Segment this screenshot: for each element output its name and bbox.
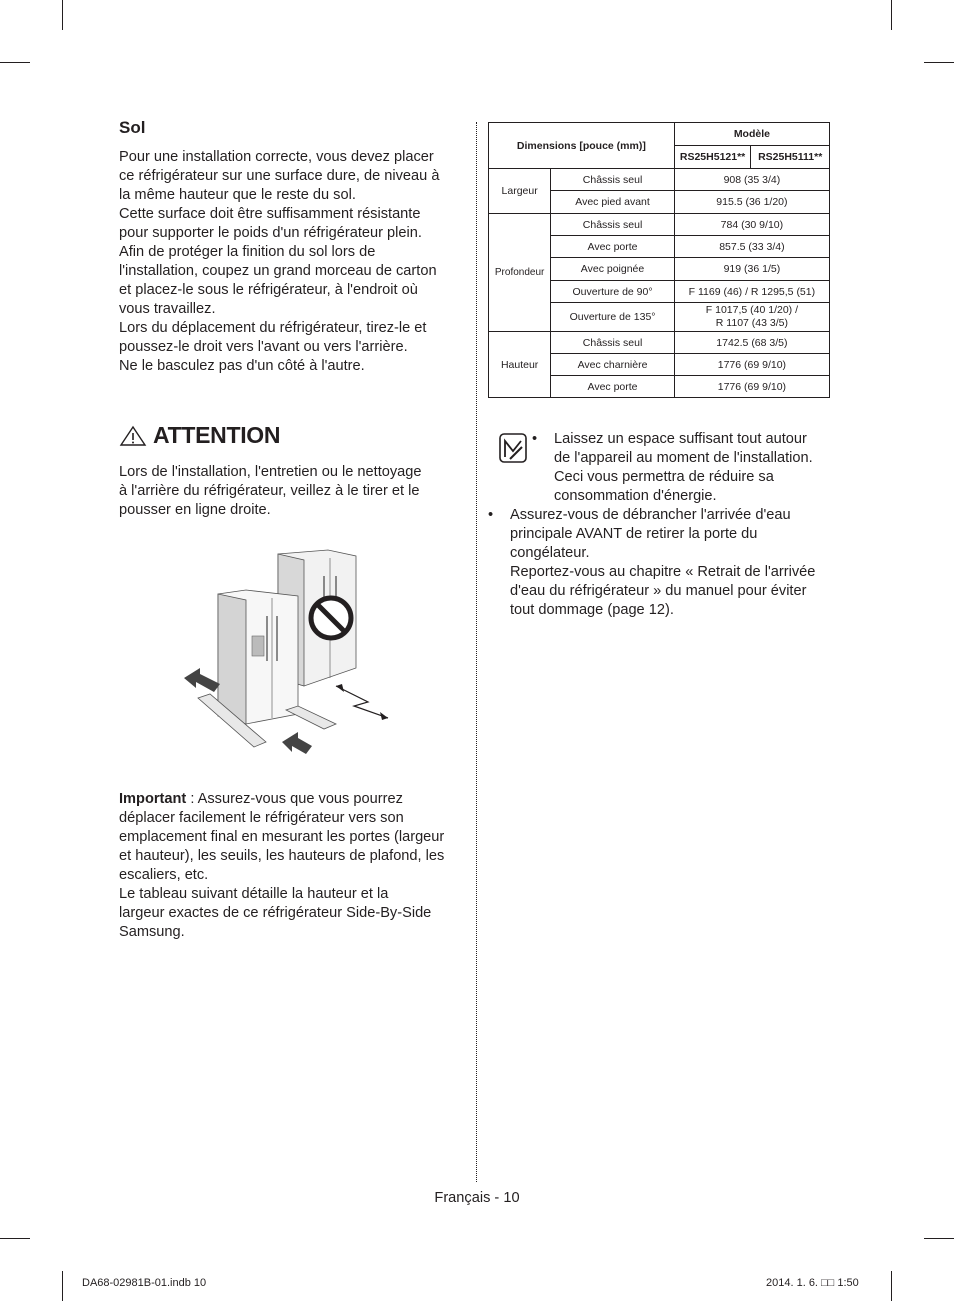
important-line: déplacer facilement le réfrigérateur vers son: [119, 810, 404, 826]
crop-mark: [924, 62, 954, 63]
table-group-label: Largeur: [489, 169, 551, 214]
arrow-icon: [184, 668, 220, 692]
note-line: Reportez-vous au chapitre « Retrait de l'arrivée: [510, 564, 816, 580]
crop-mark: [62, 0, 63, 30]
important-line: largeur exactes de ce réfrigérateur Side-By-Side: [119, 905, 432, 921]
column-divider: [476, 122, 477, 1182]
list-item: [532, 430, 833, 506]
sol-heading: Sol: [119, 118, 146, 137]
note-line: Ceci vous permettra de réduire sa: [554, 469, 774, 485]
crop-mark: [891, 1271, 892, 1301]
important-line: Samsung.: [119, 924, 185, 940]
table-cell-value: 919 (36 1/5): [674, 258, 829, 281]
important-line: emplacement final en mesurant les portes (largeur: [119, 829, 445, 845]
sol-line: ce réfrigérateur sur une surface dure, de niveau à: [119, 168, 440, 184]
sol-line: l'installation, coupez un grand morceau de carton: [119, 263, 437, 279]
sol-line: Ne le basculez pas d'un côté à l'autre.: [119, 358, 365, 374]
sol-line: la même hauteur que le reste du sol.: [119, 187, 356, 203]
sol-line: poussez-le droit vers l'avant ou vers l'arrière.: [119, 339, 408, 355]
zigzag-arrow-icon: [336, 686, 388, 718]
warning-triangle-icon: [119, 425, 147, 447]
attention-text: [119, 463, 459, 520]
sol-line: Afin de protéger la finition du sol lors de: [119, 244, 376, 260]
table-row-label: Châssis seul: [551, 169, 675, 191]
dimensions-table: [488, 122, 830, 398]
print-date: 2014. 1. 6. □□ 1:50: [766, 1277, 859, 1289]
table-cell-value: 857.5 (33 3/4): [674, 236, 829, 258]
important-text: : Assurez-vous que vous pourrez: [186, 791, 403, 807]
refrigerator-illustration: [178, 546, 418, 761]
attention-heading: [119, 422, 280, 449]
table-cell-value: [674, 303, 829, 332]
important-line: escaliers, etc.: [119, 867, 209, 883]
sol-line: Cette surface doit être suffisamment résistante: [119, 206, 421, 222]
table-row-label: Avec porte: [551, 376, 675, 398]
table-row-label: Ouverture de 90°: [551, 281, 675, 303]
sol-line: et placez-le sous le réfrigérateur, à l'endroit où: [119, 282, 418, 298]
note-text: [510, 506, 815, 620]
table-header-model-2: RS25H5111**: [751, 146, 830, 169]
table-header-dimensions: Dimensions [pouce (mm)]: [489, 123, 675, 169]
table-cell-value: F 1169 (46) / R 1295,5 (51): [674, 281, 829, 303]
attention-title: ATTENTION: [153, 422, 281, 448]
bullet-symbol: •: [488, 507, 494, 523]
list-item: [488, 506, 833, 620]
note-line: tout dommage (page 12).: [510, 602, 674, 618]
table-cell-value: 1776 (69 9/10): [674, 376, 829, 398]
table-row-label: Avec charnière: [551, 354, 675, 376]
table-cell-value: 908 (35 3/4): [674, 169, 829, 191]
crop-mark: [891, 0, 892, 30]
note-line: de l'appareil au moment de l'installation.: [554, 450, 813, 466]
table-cell-value-line: F 1017,5 (40 1/20) /: [705, 304, 799, 316]
note-line: principale AVANT de retirer la porte du: [510, 526, 758, 542]
sol-line: Lors du déplacement du réfrigérateur, tirez-le et: [119, 320, 427, 336]
attention-line: Lors de l'installation, l'entretien ou le nettoyage: [119, 464, 422, 480]
important-line: et hauteur), les seuils, les hauteurs de plafond, les: [119, 848, 445, 864]
important-note: [119, 790, 464, 942]
sol-text: [119, 148, 459, 376]
crop-mark: [0, 1238, 30, 1239]
note-line: Laissez un espace suffisant tout autour: [554, 431, 807, 447]
table-header-model: Modèle: [674, 123, 829, 146]
important-label: Important: [119, 791, 187, 807]
table-header-model-1: RS25H5121**: [674, 146, 751, 169]
table-cell-value: 1776 (69 9/10): [674, 354, 829, 376]
front-refrigerator: [218, 590, 298, 724]
table-cell-value: 1742.5 (68 3/5): [674, 332, 829, 354]
important-line: Le tableau suivant détaille la hauteur et la: [119, 886, 389, 902]
table-group-label: Profondeur: [489, 214, 551, 332]
note-text: [554, 430, 813, 506]
important-first-line: [119, 790, 464, 809]
file-name: DA68-02981B-01.indb 10: [82, 1277, 207, 1289]
sol-line: Pour une installation correcte, vous devez placer: [119, 149, 434, 165]
bullet-symbol: •: [532, 431, 538, 447]
crop-mark: [924, 1238, 954, 1239]
sol-line: pour supporter le poids d'un réfrigérateur plein.: [119, 225, 422, 241]
note-line: congélateur.: [510, 545, 590, 561]
table-group-label: Hauteur: [489, 332, 551, 398]
table-row-label: Avec porte: [551, 236, 675, 258]
prohibited-icon: [311, 598, 351, 638]
table-cell-value: 784 (30 9/10): [674, 214, 829, 236]
note-line: Assurez-vous de débrancher l'arrivée d'eau: [510, 507, 791, 523]
sol-section: [119, 116, 459, 376]
note-line: consommation d'énergie.: [554, 488, 717, 504]
sol-line: vous travaillez.: [119, 301, 216, 317]
note-line: d'eau du réfrigérateur » du manuel pour éviter: [510, 583, 807, 599]
attention-line: à l'arrière du réfrigérateur, veillez à le tirer et le: [119, 483, 420, 499]
table-row-label: Avec poignée: [551, 258, 675, 281]
crop-mark: [0, 62, 30, 63]
notes-section: [488, 430, 833, 620]
crop-mark: [62, 1271, 63, 1301]
table-row-label: Avec pied avant: [551, 191, 675, 214]
table-cell-value: 915.5 (36 1/20): [674, 191, 829, 214]
table-cell-value-line: R 1107 (43 3/5): [715, 317, 788, 329]
table-row-label: Châssis seul: [551, 332, 675, 354]
page-number: Français - 10: [434, 1190, 520, 1206]
table-row-label: Châssis seul: [551, 214, 675, 236]
attention-line: pousser en ligne droite.: [119, 502, 271, 518]
table-row-label: Ouverture de 135°: [551, 303, 675, 332]
arrow-icon: [282, 732, 312, 754]
